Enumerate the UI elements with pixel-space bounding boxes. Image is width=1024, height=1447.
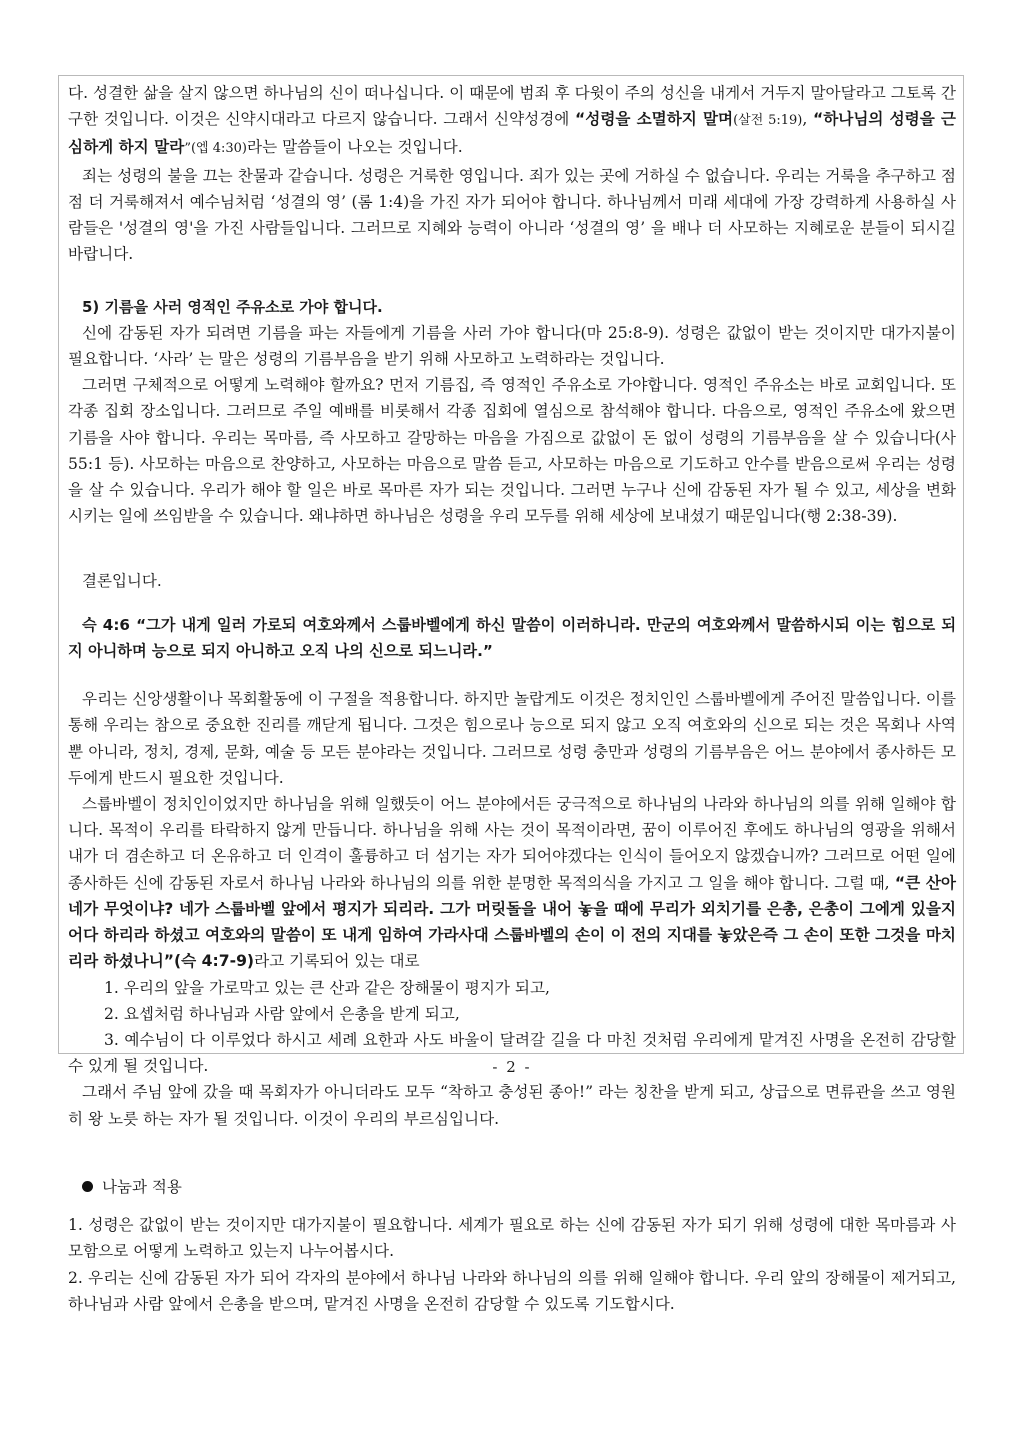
conclusion-paragraph-1: 우리는 신앙생활이나 목회활동에 이 구절을 적용합니다. 하지만 놀랍게도 이것은 정치인인 스룹바벨에게 주어진 말씀입니다. 이를 통해 우리는 참으로 중요한 진리를 깨닫게 됩니다. 그것은 힘으로나 능으로 되지 않고 오직 여호와의 신으로 되는 것은 목회나 사역뿐 아니라, 정치, 경제, 문화, 예술 등 모든 분야라는 것입니다. 그러므로 성령 충만과 성령의 기름부음은 어느 분야에서 종사하든 모두에게 반드시 필요한 것입니다. <box>68 690 956 787</box>
intro-paragraph-2: 죄는 성령의 불을 끄는 찬물과 같습니다. 성령은 거룩한 영입니다. 죄가 있는 곳에 거하실 수 없습니다. 우리는 거룩을 추구하고 점점 더 거룩해져서 예수님처럼 ‘성결의 영’ (롬 1:4)을 가진 자가 되어야 합니다. 하나님께서 미래 세대에 가장 강력하게 사용하실 사람들은 '성결의 영'을 가진 사람들입니다. 그러므로 지혜와 능력이 아니라 ‘성결의 영’ 을 배나 더 사모하는 지혜로운 분들이 되시길 바랍니다. <box>68 166 956 264</box>
section-5-paragraph-2: 그러면 구체적으로 어떻게 노력해야 할까요? 먼저 기름집, 즉 영적인 주유소로 가야합니다. 영적인 주유소는 바로 교회입니다. 또 각종 집회 장소입니다. 그러므로 주일 예배를 비롯해서 각종 집회에 열심으로 참석해야 합니다. 다음으로, 영적인 주유소에 왔으면 기름을 사야 합니다. 우리는 목마름, 즉 사모하고 갈망하는 마음을 가짐으로 값없이 돈 없이 성령의 기름부음을 살 수 있습니다(사 55:1 등). 사모하는 마음으로 찬양하고, 사모하는 마음으로 말씀 듣고, 사모하는 마음으로 기도하고 안수를 받음으로써 우리는 성령을 살 수 있습니다. 우리가 해야 할 일은 바로 목마른 자가 되는 것입니다. 그러면 누구나 신에 감동된 자가 될 수 있고, 세상을 변화시키는 일에 쓰임받을 수 있습니다. 왜냐하면 하나님은 성령을 우리 모두를 위해 세상에 보내셨기 때문입니다(행 2:38-39). <box>68 376 956 526</box>
text-run: 스룹바벨이 정치인이었지만 하나님을 위해 일했듯이 어느 분야에서든 궁극적으로 하나님의 나라와 하나님의 의를 위해 일해야 합니다. 목적이 우리를 타락하지 않게 만듭니다. 하나님을 위해 사는 것이 목적이라면, 꿈이 이루어진 후에도 하나님의 영광을 위해서 내가 더 겸손하고 더 온유하고 더 인격이 훌륭하고 더 섬기는 자가 되어야겠다는 인식이 들어오지 않겠습니까? 그러므로 어떤 일에 종사하든 신에 감동된 자로서 하나님 나라와 하나님의 의를 위한 분명한 목적의식을 가지고 그 일을 해야 합니다. 그럴 때, <box>68 795 956 892</box>
text-run: 다. 성결한 삶을 살지 않으면 하나님의 신이 떠나십니다. 이 때문에 범죄 후 다윗이 주의 성신을 내게서 거두지 말아달라고 그토록 간구한 것입니다. 이것은 신약시대라고 다르지 않습니다. 그래서 신약성경에 <box>68 84 956 129</box>
list-item: 1. 우리의 앞을 가로막고 있는 큰 산과 같은 장해물이 평지가 되고, <box>104 978 550 997</box>
section-5-paragraph-1: 신에 감동된 자가 되려면 기름을 파는 자들에게 기름을 사러 가야 합니다(마 25:8-9). 성령은 값없이 받는 것이지만 대가지불이 필요합니다. ‘사라’ 는 말은 성령의 기름부음을 받기 위해 사모하고 노력하라는 것입니다. <box>68 323 956 369</box>
quote-bold: “하나님의 성령을 근심하게 하지 말라 <box>68 110 956 157</box>
intro-paragraph-1 <box>68 80 956 163</box>
quote-bold: “큰 산아 네가 무엇이냐? 네가 스룹바벨 앞에서 평지가 되리라. 그가 머릿돌을 내어 놓을 때에 무리가 외치기를 은총, 은총이 그에게 있을지어다 하리라 하셨고 여호와의 말씀이 또 내게 임하여 가라사대 스룹바벨의 손이 이 전의 지대를 놓았은즉 그 손이 또한 그것을 마치리라 하셨나니”(슥 4:7-9) <box>68 873 956 971</box>
page-number: - 2 - <box>492 1058 532 1076</box>
spacer <box>68 1132 956 1158</box>
bullet-icon <box>82 1181 93 1192</box>
key-verse: 슥 4:6 “그가 내게 일러 가로되 여호와께서 스룹바벨에게 하신 말씀이 이러하니라. 만군의 여호와께서 말씀하시되 이는 힘으로 되지 아니하며 능으로 되지 아니하고 오직 나의 신으로 되느니라.” <box>68 615 956 661</box>
scripture-ref: (살전 5:19) <box>733 113 803 129</box>
list-item: 2. 요셉처럼 하나님과 사람 앞에서 은총을 받게 되고, <box>104 1004 460 1023</box>
conclusion-label: 결론입니다. <box>82 571 162 590</box>
spacer <box>68 556 956 568</box>
scripture-ref: ”(엡 4:30) <box>184 141 247 157</box>
text-run: 라는 말씀들이 나오는 것입니다. <box>247 138 463 157</box>
section-5-heading: 5) 기름을 사러 영적인 주유소로 가야 합니다. <box>82 297 383 316</box>
conclusion-paragraph-2 <box>68 791 956 974</box>
conclusion-paragraph-3: 그래서 주님 앞에 갔을 때 목회자가 아니더라도 모두 “착하고 충성된 종아!” 라는 칭찬을 받게 되고, 상급으로 면류관을 쓰고 영원히 왕 노릇 하는 자가 될 것입니다. 이것이 우리의 부르심입니다. <box>68 1083 956 1128</box>
spacer <box>68 664 956 686</box>
text-run: , <box>802 110 813 129</box>
quote-bold: “성령을 소멸하지 말며 <box>575 110 734 129</box>
spacer <box>68 1200 956 1212</box>
spacer <box>68 529 956 555</box>
spacer <box>68 267 956 293</box>
spacer <box>68 1158 956 1174</box>
list-item: 3. 예수님이 다 이루었다 하시고 세례 요한과 사도 바울이 달려갈 길을 다 마친 것처럼 우리에게 맡겨진 사명을 온전히 감당할 수 있게 될 것입니다. <box>68 1030 956 1076</box>
sharing-item: 1. 성령은 값없이 받는 것이지만 대가지불이 필요합니다. 세계가 필요로 하는 신에 감동된 자가 되기 위해 성령에 대한 목마름과 사모함으로 어떻게 노력하고 있는지 나누어봅시다. <box>68 1216 956 1261</box>
spacer <box>68 594 956 612</box>
sharing-item: 2. 우리는 신에 감동된 자가 되어 각자의 분야에서 하나님 나라와 하나님의 의를 위해 일해야 합니다. 우리 앞의 장해물이 제거되고, 하나님과 사람 앞에서 은총을 받으며, 맡겨진 사명을 온전히 감당할 수 있도록 기도합시다. <box>68 1268 956 1313</box>
sharing-heading <box>68 1174 956 1200</box>
document-body <box>68 80 956 1317</box>
sharing-title: 나눔과 적용 <box>102 1177 182 1196</box>
text-run: 라고 기록되어 있는 대로 <box>254 952 420 971</box>
